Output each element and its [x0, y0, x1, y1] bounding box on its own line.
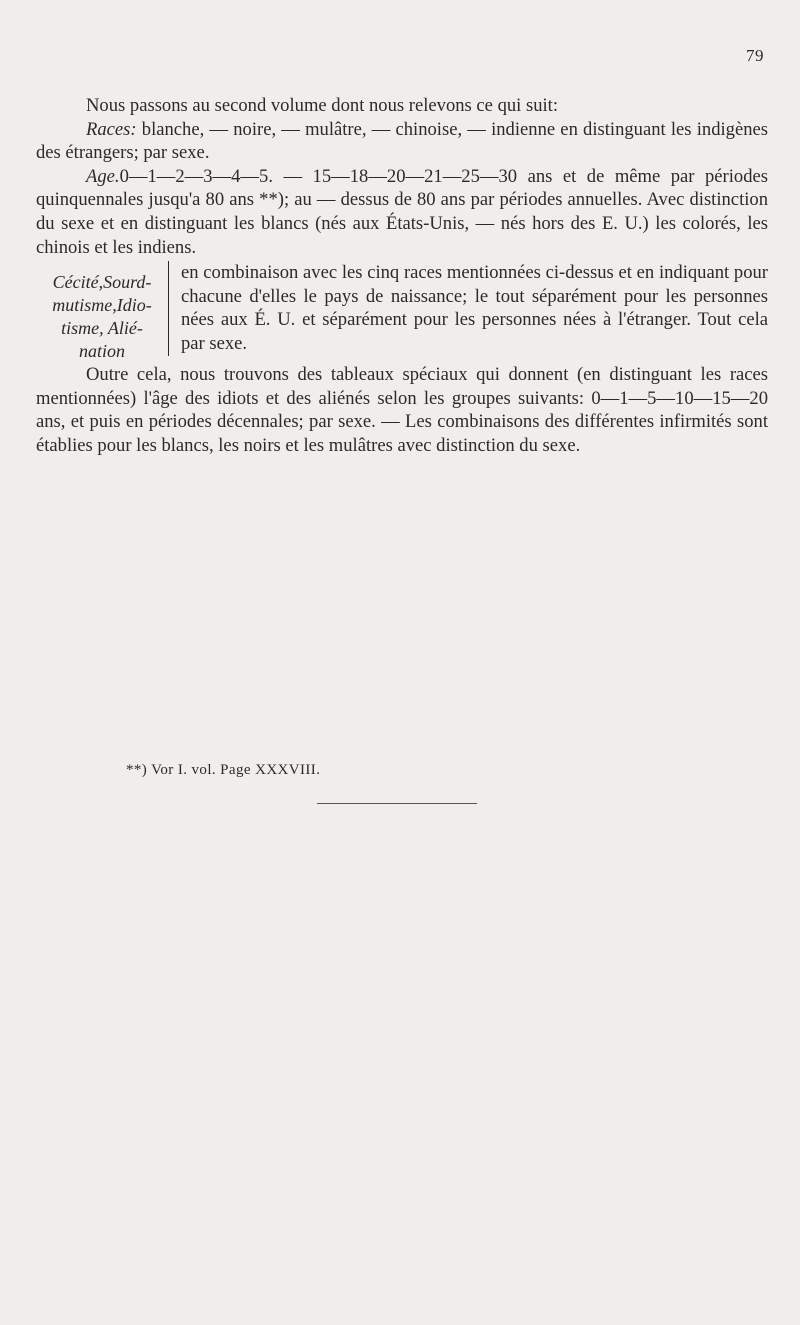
outre-paragraph: Outre cela, nous trouvons des tableaux spéciaux qui donnent (en distinguant les races mentionnées) l'âge des idiots et des aliénés selon les groupes suivants: 0—1—5—10—15—20 ans, et puis en périodes décennales; par sexe. — Les combinaisons des différentes infirmités sont établies pour les blancs, les noirs et les mulâtres avec distinction du sexe. — [36, 364, 768, 456]
marginal-note-line: mutisme,Idio- — [52, 295, 152, 316]
marginal-note-line: tisme, Alié- — [61, 318, 143, 339]
races-label: Races: — [86, 118, 137, 140]
footnote: **) Vor I. vol. Page XXXVIII. — [126, 762, 321, 778]
intro-paragraph: Nous passons au second volume dont nous relevons ce qui suit: — [86, 95, 559, 116]
marginal-paragraph: en combinaison avec les cinq races mentionnées ci-dessus et en indiquant pour chacune d'elles le pays de naissance; le tout séparément pour les personnes nées aux É. U. et séparément pour les personnes nées à l'étranger. Tout cela par sexe. — [168, 261, 768, 355]
races-text: blanche, — noire, — mulâtre, — chinoise, — indienne en distinguant les indigènes des étrangers; par sexe. — [36, 118, 768, 164]
marginal-note-line: nation — [78, 341, 125, 362]
age-paragraph — [36, 165, 768, 259]
page-number: 79 — [746, 46, 764, 65]
races-paragraph — [36, 118, 768, 165]
marginal-note — [36, 261, 168, 363]
divider — [317, 803, 477, 804]
age-text: 0—1—2—3—4—5. — 15—18—20—21—25—30 ans et de même par périodes quinquennales jusqu'a 80 ans **); au — dessus de 80 ans par périodes annuelles. Avec distinction du sexe et en distinguant les blancs (nés aux États-Unis, — nés hors des E. U.) les colorés, les chinois et les indiens. — [36, 165, 768, 258]
marginal-section — [36, 261, 768, 363]
marginal-note-line: Cécité,Sourd- — [52, 272, 152, 293]
age-label: Age. — [86, 165, 120, 187]
main-text — [36, 94, 768, 458]
